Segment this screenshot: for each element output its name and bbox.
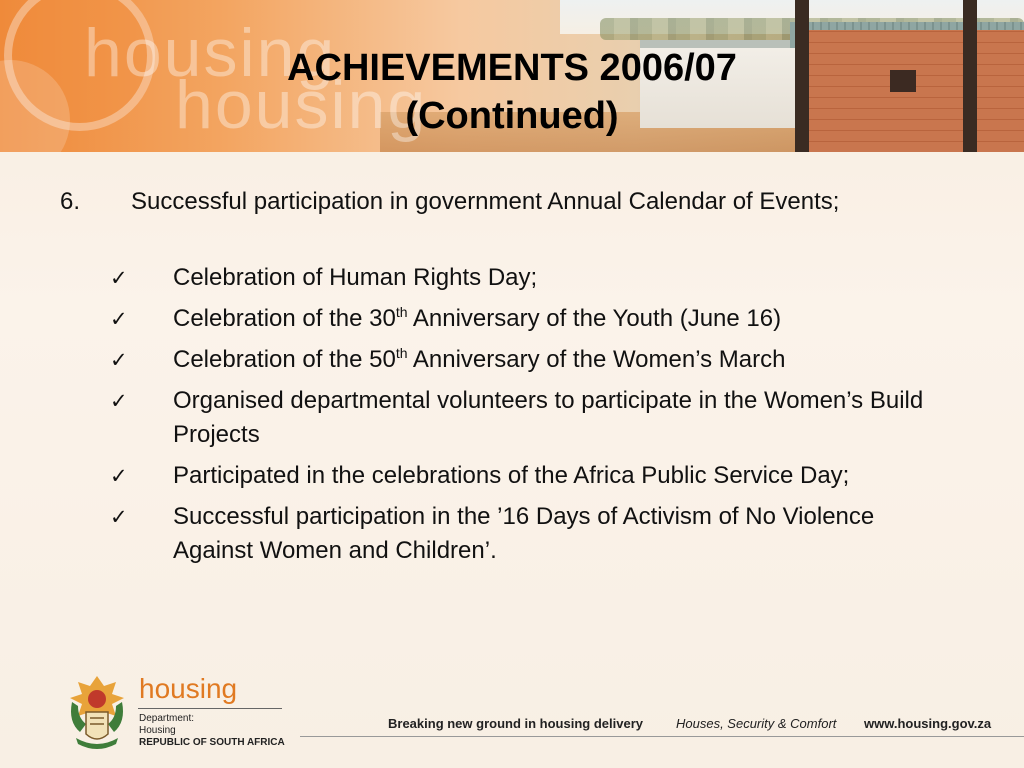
bullet-text: Organised departmental volunteers to participate in the Women’s Build Projects: [173, 387, 924, 448]
bullet-item: [110, 384, 930, 452]
footer-logo-word: housing: [139, 673, 238, 704]
footer-motto: Houses, Security & Comfort: [676, 716, 837, 731]
bullet-text: Successful participation in the ’16 Days of Activism of No Violence Against Women and Children’.: [173, 503, 875, 564]
banner-watermark: housing: [175, 67, 428, 143]
item-text: Successful participation in government Annual Calendar of Events;: [131, 188, 840, 215]
footer: [0, 660, 1024, 768]
bullet-text: Celebration of Human Rights Day;: [173, 264, 538, 291]
coat-of-arms-icon: [66, 672, 128, 756]
footer-logo-divider: [138, 708, 282, 709]
dept-line-1: Department:: [139, 713, 195, 724]
bullet-item: [110, 261, 930, 295]
bullet-text-continued: Anniversary of the Women’s March: [407, 346, 786, 373]
checkmark-icon: ✓: [110, 464, 128, 488]
bullet-ordinal-suffix: th: [395, 304, 408, 320]
bullet-item: [110, 500, 930, 568]
title-line-2: (Continued): [405, 95, 619, 137]
department-label: [139, 713, 285, 749]
bullet-list: [110, 261, 930, 575]
bullet-text: Celebration of the 30: [173, 305, 396, 332]
title-line-1: ACHIEVEMENTS 2006/07: [287, 47, 737, 89]
bullet-item: [110, 302, 930, 336]
banner-watermark: housing: [84, 15, 337, 91]
bullet-text: Participated in the celebrations of the Africa Public Service Day;: [173, 462, 850, 489]
footer-tagline: Breaking new ground in housing delivery: [388, 716, 643, 731]
header-banner: [0, 0, 1024, 152]
checkmark-icon: ✓: [110, 505, 128, 529]
bullet-ordinal-suffix: th: [395, 345, 408, 361]
bullet-text: Celebration of the 50: [173, 346, 396, 373]
footer-divider: [300, 736, 1024, 737]
item-number: 6.: [60, 188, 81, 215]
bullet-item: [110, 459, 930, 493]
checkmark-icon: ✓: [110, 348, 128, 372]
checkmark-icon: ✓: [110, 389, 128, 413]
dept-line-3: REPUBLIC OF SOUTH AFRICA: [139, 737, 285, 748]
slide-title: [0, 44, 1024, 140]
bullet-text-continued: Anniversary of the Youth (June 16): [407, 305, 782, 332]
dept-line-2: Housing: [139, 725, 176, 736]
checkmark-icon: ✓: [110, 266, 128, 290]
bullet-item: [110, 343, 930, 377]
checkmark-icon: ✓: [110, 307, 128, 331]
footer-url[interactable]: www.housing.gov.za: [864, 716, 992, 731]
